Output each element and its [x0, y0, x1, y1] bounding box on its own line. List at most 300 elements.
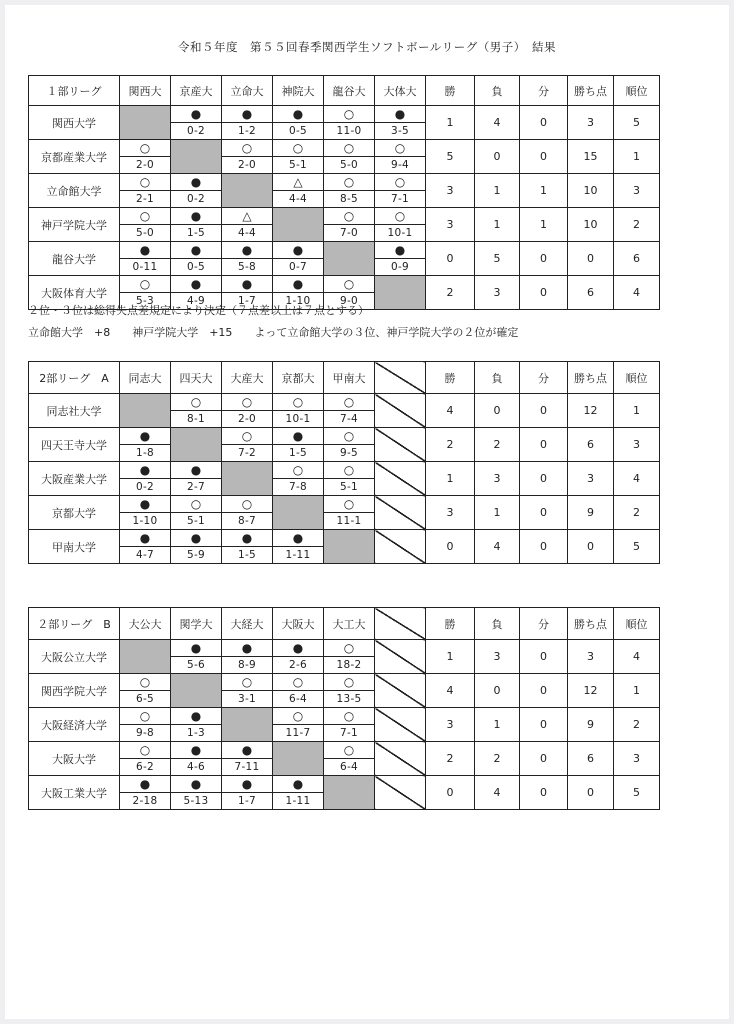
- result-mark: ○: [292, 141, 304, 155]
- stat-wins: 1: [426, 462, 475, 496]
- result-mark: △: [242, 209, 252, 223]
- result-score: 7-1: [324, 724, 374, 741]
- result-score: 5-1: [273, 156, 323, 173]
- result-score: 8-5: [324, 190, 374, 207]
- result-mark: ●: [190, 641, 202, 655]
- result-score: 11-7: [273, 724, 323, 741]
- stat-rank: 3: [614, 174, 660, 208]
- result-score: 1-10: [273, 292, 323, 309]
- result-mark: ●: [190, 743, 202, 757]
- match-result-cell: [324, 106, 375, 140]
- stat-header-rank: 順位: [614, 362, 660, 394]
- result-score: 4-4: [222, 224, 272, 241]
- opponent-header: 大体大: [375, 76, 426, 106]
- stat-losses: 3: [475, 640, 520, 674]
- result-score: 5-6: [171, 656, 221, 673]
- result-score: 0-7: [273, 258, 323, 275]
- team-name: 京都大学: [29, 496, 120, 530]
- result-mark: ●: [190, 277, 202, 291]
- diagonal-blank-cell: [375, 608, 426, 640]
- match-result-cell: [324, 462, 375, 496]
- result-score: 0-2: [171, 122, 221, 139]
- match-result-cell: [120, 174, 171, 208]
- diagonal-blank-cell: [375, 776, 426, 810]
- stat-losses: 0: [475, 140, 520, 174]
- match-result-cell: [324, 140, 375, 174]
- result-score: 6-2: [120, 758, 170, 775]
- match-result-cell: [273, 776, 324, 810]
- team-row: [29, 140, 660, 174]
- match-result-cell: [375, 106, 426, 140]
- match-result-cell: [171, 708, 222, 742]
- result-score: 5-0: [324, 156, 374, 173]
- result-score: 10-1: [375, 224, 425, 241]
- result-mark: ○: [292, 463, 304, 477]
- result-mark: ●: [394, 243, 406, 257]
- stat-points: 10: [568, 208, 614, 242]
- stat-rank: 5: [614, 776, 660, 810]
- opponent-header: 京都大: [273, 362, 324, 394]
- self-match-cell: [171, 428, 222, 462]
- stat-rank: 1: [614, 674, 660, 708]
- stat-losses: 2: [475, 742, 520, 776]
- stat-header-rank: 順位: [614, 608, 660, 640]
- result-score: 2-7: [171, 478, 221, 495]
- stat-points: 9: [568, 708, 614, 742]
- result-score: 10-1: [273, 410, 323, 427]
- result-score: 9-8: [120, 724, 170, 741]
- match-result-cell: [120, 208, 171, 242]
- team-row: [29, 106, 660, 140]
- result-score: 1-11: [273, 546, 323, 563]
- result-score: 7-4: [324, 410, 374, 427]
- match-result-cell: [375, 242, 426, 276]
- result-score: 4-4: [273, 190, 323, 207]
- result-score: 3-5: [375, 122, 425, 139]
- stat-losses: 3: [475, 462, 520, 496]
- stat-draws: 0: [520, 428, 568, 462]
- stat-rank: 1: [614, 140, 660, 174]
- stat-draws: 0: [520, 276, 568, 310]
- result-mark: △: [293, 175, 303, 189]
- result-score: 2-0: [222, 156, 272, 173]
- team-row: [29, 640, 660, 674]
- result-score: 7-0: [324, 224, 374, 241]
- result-mark: ○: [139, 277, 151, 291]
- stat-header-draws: 分: [520, 362, 568, 394]
- team-row: [29, 242, 660, 276]
- match-result-cell: [375, 174, 426, 208]
- match-result-cell: [222, 140, 273, 174]
- stat-header-losses: 負: [475, 362, 520, 394]
- result-mark: ●: [292, 531, 304, 545]
- stat-header-losses: 負: [475, 76, 520, 106]
- team-name: 立命館大学: [29, 174, 120, 208]
- result-mark: ○: [343, 675, 355, 689]
- stat-points: 3: [568, 106, 614, 140]
- stat-draws: 1: [520, 174, 568, 208]
- result-mark: ○: [394, 209, 406, 223]
- self-match-cell: [222, 462, 273, 496]
- stat-header-draws: 分: [520, 608, 568, 640]
- stat-rank: 5: [614, 530, 660, 564]
- match-result-cell: [375, 208, 426, 242]
- stat-losses: 0: [475, 674, 520, 708]
- result-score: 11-0: [324, 122, 374, 139]
- match-result-cell: [222, 742, 273, 776]
- stat-wins: 1: [426, 106, 475, 140]
- match-result-cell: [171, 776, 222, 810]
- diagonal-blank-cell: [375, 708, 426, 742]
- team-row: [29, 530, 660, 564]
- team-row: [29, 742, 660, 776]
- match-result-cell: [222, 106, 273, 140]
- match-result-cell: [324, 496, 375, 530]
- stat-points: 15: [568, 140, 614, 174]
- stat-losses: 1: [475, 708, 520, 742]
- result-mark: ●: [241, 777, 253, 791]
- result-mark: ○: [343, 277, 355, 291]
- result-score: 9-5: [324, 444, 374, 461]
- league-name: ２部リーグ B: [29, 608, 120, 640]
- stat-rank: 2: [614, 208, 660, 242]
- result-mark: ●: [139, 777, 151, 791]
- result-mark: ○: [343, 395, 355, 409]
- match-result-cell: [324, 708, 375, 742]
- result-score: 7-8: [273, 478, 323, 495]
- result-score: 7-11: [222, 758, 272, 775]
- diagonal-blank-cell: [375, 496, 426, 530]
- stat-rank: 2: [614, 708, 660, 742]
- stat-points: 0: [568, 530, 614, 564]
- opponent-header: 関西大: [120, 76, 171, 106]
- stat-points: 6: [568, 428, 614, 462]
- team-name: 関西学院大学: [29, 674, 120, 708]
- result-mark: ○: [343, 709, 355, 723]
- result-score: 1-3: [171, 724, 221, 741]
- result-mark: ○: [343, 641, 355, 655]
- stat-losses: 4: [475, 106, 520, 140]
- result-mark: ○: [343, 497, 355, 511]
- team-name: 大阪産業大学: [29, 462, 120, 496]
- result-mark: ○: [241, 141, 253, 155]
- result-mark: ○: [394, 141, 406, 155]
- stat-header-losses: 負: [475, 608, 520, 640]
- team-row: [29, 174, 660, 208]
- match-result-cell: [171, 530, 222, 564]
- match-result-cell: [324, 394, 375, 428]
- result-score: 6-4: [324, 758, 374, 775]
- match-result-cell: [171, 174, 222, 208]
- stat-header-points: 勝ち点: [568, 608, 614, 640]
- stat-draws: 0: [520, 496, 568, 530]
- diagonal-blank-cell: [375, 394, 426, 428]
- stat-points: 3: [568, 462, 614, 496]
- stat-draws: 0: [520, 674, 568, 708]
- stat-header-points: 勝ち点: [568, 76, 614, 106]
- diagonal-blank-cell: [375, 428, 426, 462]
- league-table-1bu: [28, 75, 660, 310]
- self-match-cell: [375, 276, 426, 310]
- opponent-header: 大阪大: [273, 608, 324, 640]
- result-score: 0-2: [120, 478, 170, 495]
- stat-wins: 2: [426, 742, 475, 776]
- stat-wins: 3: [426, 708, 475, 742]
- diagonal-blank-cell: [375, 462, 426, 496]
- result-mark: ○: [292, 675, 304, 689]
- result-mark: ●: [139, 531, 151, 545]
- result-score: 13-5: [324, 690, 374, 707]
- result-score: 5-13: [171, 792, 221, 809]
- stat-header-wins: 勝: [426, 362, 475, 394]
- result-mark: ●: [241, 277, 253, 291]
- result-mark: ●: [190, 777, 202, 791]
- result-mark: ○: [139, 675, 151, 689]
- result-score: 9-0: [324, 292, 374, 309]
- opponent-header: 四天大: [171, 362, 222, 394]
- match-result-cell: [120, 708, 171, 742]
- match-result-cell: [273, 428, 324, 462]
- diagonal-blank-cell: [375, 640, 426, 674]
- team-name: 甲南大学: [29, 530, 120, 564]
- result-mark: ●: [292, 277, 304, 291]
- result-mark: ●: [241, 243, 253, 257]
- stat-losses: 1: [475, 496, 520, 530]
- match-result-cell: [120, 742, 171, 776]
- league-name: 2部リーグ A: [29, 362, 120, 394]
- self-match-cell: [222, 174, 273, 208]
- team-name: 大阪大学: [29, 742, 120, 776]
- match-result-cell: [120, 530, 171, 564]
- result-score: 2-1: [120, 190, 170, 207]
- result-mark: ○: [139, 175, 151, 189]
- opponent-header: 大公大: [120, 608, 171, 640]
- result-mark: ○: [343, 175, 355, 189]
- header-row: [29, 362, 660, 394]
- result-score: 5-3: [120, 292, 170, 309]
- opponent-header: 大経大: [222, 608, 273, 640]
- stat-wins: 2: [426, 428, 475, 462]
- stat-points: 6: [568, 276, 614, 310]
- result-mark: ●: [190, 243, 202, 257]
- result-score: 5-9: [171, 546, 221, 563]
- self-match-cell: [171, 674, 222, 708]
- team-row: [29, 708, 660, 742]
- result-score: 2-18: [120, 792, 170, 809]
- result-mark: ●: [292, 641, 304, 655]
- match-result-cell: [120, 776, 171, 810]
- match-result-cell: [171, 496, 222, 530]
- stat-points: 3: [568, 640, 614, 674]
- page-title: 令和５年度 第５５回春季関西学生ソフトボールリーグ（男子） 結果: [177, 40, 557, 54]
- diagonal-blank-cell: [375, 530, 426, 564]
- match-result-cell: [375, 140, 426, 174]
- team-name: 神戸学院大学: [29, 208, 120, 242]
- match-result-cell: [273, 174, 324, 208]
- header-row: [29, 608, 660, 640]
- self-match-cell: [273, 742, 324, 776]
- result-score: 8-9: [222, 656, 272, 673]
- diagonal-blank-cell: [375, 742, 426, 776]
- stat-header-wins: 勝: [426, 76, 475, 106]
- result-score: 1-5: [222, 546, 272, 563]
- stat-losses: 0: [475, 394, 520, 428]
- opponent-header: 大産大: [222, 362, 273, 394]
- self-match-cell: [273, 208, 324, 242]
- result-mark: ●: [241, 107, 253, 121]
- result-score: 9-4: [375, 156, 425, 173]
- opponent-header: 関学大: [171, 608, 222, 640]
- self-match-cell: [222, 708, 273, 742]
- opponent-header: 同志大: [120, 362, 171, 394]
- stat-losses: 2: [475, 428, 520, 462]
- result-mark: ●: [292, 429, 304, 443]
- result-score: 4-9: [171, 292, 221, 309]
- self-match-cell: [120, 394, 171, 428]
- result-mark: ●: [292, 107, 304, 121]
- stat-draws: 0: [520, 462, 568, 496]
- stat-draws: 0: [520, 742, 568, 776]
- stat-points: 0: [568, 242, 614, 276]
- stat-rank: 1: [614, 394, 660, 428]
- stat-rank: 3: [614, 428, 660, 462]
- match-result-cell: [120, 462, 171, 496]
- match-result-cell: [273, 106, 324, 140]
- match-result-cell: [120, 496, 171, 530]
- result-score: 5-0: [120, 224, 170, 241]
- stat-draws: 0: [520, 530, 568, 564]
- stat-wins: 0: [426, 776, 475, 810]
- opponent-header: 大工大: [324, 608, 375, 640]
- stat-losses: 5: [475, 242, 520, 276]
- stat-header-wins: 勝: [426, 608, 475, 640]
- result-mark: ○: [190, 395, 202, 409]
- league-name: １部リーグ: [29, 76, 120, 106]
- result-mark: ●: [139, 429, 151, 443]
- result-mark: ●: [139, 463, 151, 477]
- result-score: 2-6: [273, 656, 323, 673]
- stat-wins: 0: [426, 242, 475, 276]
- result-score: 2-0: [222, 410, 272, 427]
- result-score: 4-7: [120, 546, 170, 563]
- self-match-cell: [120, 106, 171, 140]
- stat-rank: 4: [614, 640, 660, 674]
- stat-losses: 4: [475, 530, 520, 564]
- result-score: 4-6: [171, 758, 221, 775]
- result-mark: ●: [190, 463, 202, 477]
- team-name: 大阪体育大学: [29, 276, 120, 310]
- stat-points: 0: [568, 776, 614, 810]
- result-score: 1-5: [273, 444, 323, 461]
- stat-wins: 1: [426, 640, 475, 674]
- stat-points: 6: [568, 742, 614, 776]
- match-result-cell: [171, 640, 222, 674]
- stat-rank: 4: [614, 276, 660, 310]
- result-mark: ●: [139, 243, 151, 257]
- stat-draws: 0: [520, 394, 568, 428]
- result-mark: ●: [241, 641, 253, 655]
- result-mark: ●: [139, 497, 151, 511]
- stat-losses: 4: [475, 776, 520, 810]
- team-name: 四天王寺大学: [29, 428, 120, 462]
- result-mark: ●: [241, 743, 253, 757]
- result-mark: ○: [292, 709, 304, 723]
- stat-draws: 0: [520, 708, 568, 742]
- result-score: 6-5: [120, 690, 170, 707]
- stat-draws: 0: [520, 776, 568, 810]
- stat-draws: 0: [520, 640, 568, 674]
- match-result-cell: [171, 742, 222, 776]
- result-score: 1-5: [171, 224, 221, 241]
- diagonal-blank-cell: [375, 674, 426, 708]
- header-row: [29, 76, 660, 106]
- opponent-header: 京産大: [171, 76, 222, 106]
- diagonal-blank-cell: [375, 362, 426, 394]
- result-mark: ○: [190, 497, 202, 511]
- result-score: 0-9: [375, 258, 425, 275]
- match-result-cell: [324, 640, 375, 674]
- note-tiebreak-result: 立命館大学 +8 神戸学院大学 +15 よって立命館大学の３位、神戸学院大学の２位が確定: [28, 326, 519, 339]
- result-score: 1-8: [120, 444, 170, 461]
- match-result-cell: [120, 140, 171, 174]
- result-score: 11-1: [324, 512, 374, 529]
- result-score: 0-5: [171, 258, 221, 275]
- match-result-cell: [222, 428, 273, 462]
- result-mark: ○: [343, 463, 355, 477]
- team-row: [29, 394, 660, 428]
- stat-losses: 1: [475, 174, 520, 208]
- result-mark: ○: [241, 675, 253, 689]
- match-result-cell: [222, 776, 273, 810]
- match-result-cell: [222, 208, 273, 242]
- match-result-cell: [222, 674, 273, 708]
- self-match-cell: [324, 530, 375, 564]
- result-mark: ●: [292, 243, 304, 257]
- result-mark: ●: [190, 709, 202, 723]
- stat-header-points: 勝ち点: [568, 362, 614, 394]
- opponent-header: 龍谷大: [324, 76, 375, 106]
- match-result-cell: [273, 530, 324, 564]
- match-result-cell: [222, 242, 273, 276]
- match-result-cell: [171, 394, 222, 428]
- result-mark: ●: [394, 107, 406, 121]
- result-mark: ○: [241, 429, 253, 443]
- result-mark: ○: [343, 107, 355, 121]
- self-match-cell: [171, 140, 222, 174]
- result-mark: ○: [241, 497, 253, 511]
- stat-wins: 3: [426, 208, 475, 242]
- team-name: 大阪経済大学: [29, 708, 120, 742]
- match-result-cell: [171, 106, 222, 140]
- match-result-cell: [222, 394, 273, 428]
- team-name: 京都産業大学: [29, 140, 120, 174]
- result-mark: ●: [241, 531, 253, 545]
- stat-draws: 0: [520, 140, 568, 174]
- stat-wins: 4: [426, 674, 475, 708]
- result-score: 5-1: [171, 512, 221, 529]
- match-result-cell: [120, 674, 171, 708]
- stat-rank: 6: [614, 242, 660, 276]
- match-result-cell: [171, 208, 222, 242]
- stat-wins: 3: [426, 496, 475, 530]
- stat-wins: 3: [426, 174, 475, 208]
- match-result-cell: [120, 428, 171, 462]
- result-score: 6-4: [273, 690, 323, 707]
- opponent-header: 甲南大: [324, 362, 375, 394]
- team-row: [29, 428, 660, 462]
- result-score: 0-11: [120, 258, 170, 275]
- result-score: 2-0: [120, 156, 170, 173]
